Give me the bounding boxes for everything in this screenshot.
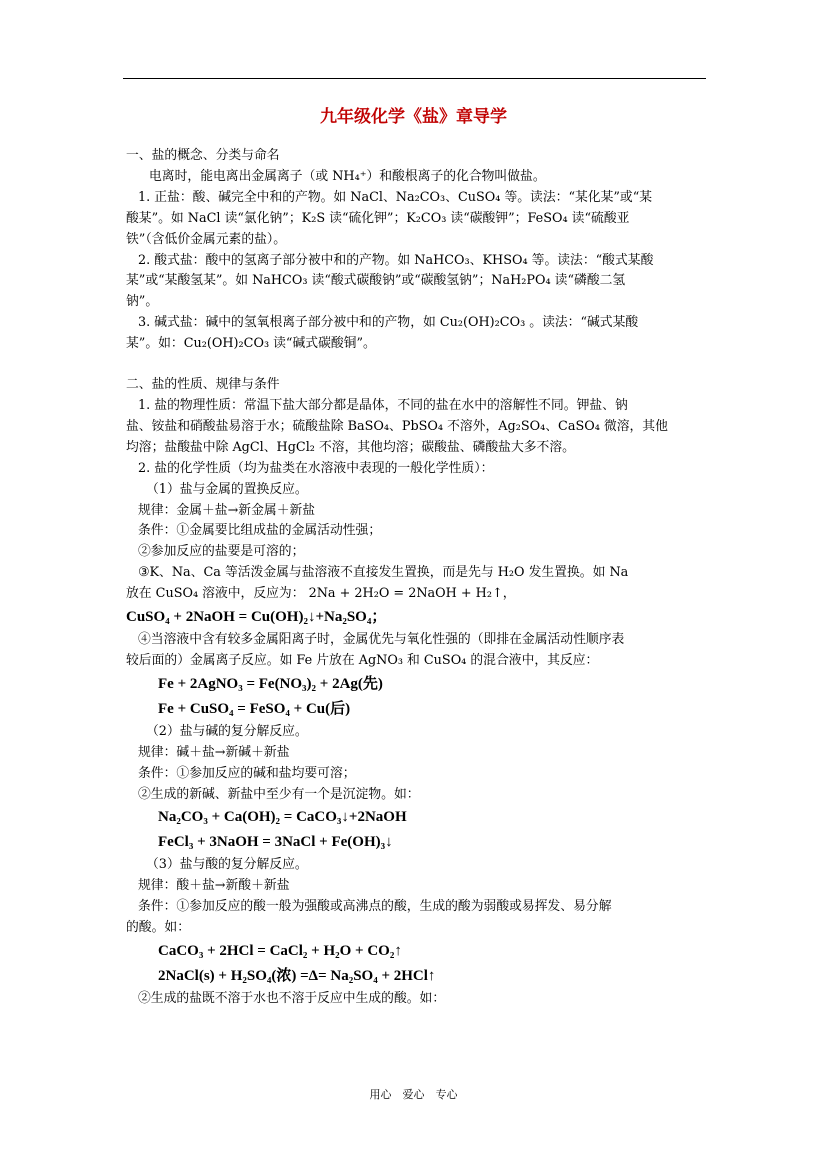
equation-line: Fe + CuSO₄ = FeSO₄ + Cu(后)	[158, 700, 351, 717]
text-line: 铁”（含低价金属元素的盐）。	[126, 231, 287, 247]
text-line: 电离时，能电离出金属离子（或 NH₄⁺）和酸根离子的化合物叫做盐。	[149, 168, 546, 184]
text-line: 规律：金属＋盐→新金属＋新盐	[138, 502, 316, 518]
equation-line: 2NaCl(s) + H₂SO₄(浓) =Δ= Na₂SO₄ + 2HCl↑	[158, 968, 436, 985]
equation-line: FeCl₃ + 3NaOH = 3NaCl + Fe(OH)₃↓	[158, 834, 393, 851]
equation-line: CuSO₄ + 2NaOH = Cu(OH)₂↓+Na₂SO₄；	[126, 609, 387, 626]
text-line: 的酸。如：	[126, 920, 190, 936]
header-rule	[123, 78, 706, 79]
text-line: 放在 CuSO₄ 溶液中，反应为： 2Na + 2H₂O = 2NaOH + H₂↑，	[126, 586, 516, 602]
text-line: 条件：①参加反应的酸一般为强酸或高沸点的酸，生成的酸为弱酸或易挥发、易分解	[138, 899, 612, 915]
text-line: 一、盐的概念、分类与命名	[126, 148, 280, 163]
text-line: 均溶；盐酸盐中除 AgCl、HgCl₂ 不溶，其他均溶；碳酸盐、磷酸盐大多不溶。	[126, 439, 575, 455]
text-line: 某”或“某酸氢某”。如 NaHCO₃ 读“酸式碳酸钠”或“碳酸氢钠”；NaH₂PO₄ 读“磷酸二氢	[126, 273, 626, 289]
document-body	[126, 146, 716, 1010]
text-line: ③K、Na、Ca 等活泼金属与盐溶液不直接发生置换，而是先与 H₂O 发生置换。如 Na	[138, 565, 629, 581]
text-line: 条件：①参加反应的碱和盐均要可溶；	[138, 765, 356, 781]
text-line: ④当溶液中含有较多金属阳离子时，金属优先与氧化性强的（即排在金属活动性顺序表	[138, 632, 625, 648]
document-title: 九年级化学《盐》章导学	[320, 107, 507, 127]
text-line: 某”。如：Cu₂(OH)₂CO₃ 读“碱式碳酸铜”。	[126, 336, 376, 352]
text-line: ②生成的新碱、新盐中至少有一个是沉淀物。如：	[138, 786, 420, 802]
text-line: （3）盐与酸的复分解反应。	[146, 857, 308, 873]
equation-line: Na₂CO₃ + Ca(OH)₂ = CaCO₃↓+2NaOH	[158, 809, 407, 826]
text-line: 1. 盐的物理性质：常温下盐大部分都是晶体，不同的盐在水中的溶解性不同。钾盐、钠	[138, 397, 628, 413]
text-line: 规律：碱＋盐→新碱＋新盐	[138, 744, 290, 760]
page-footer: 用心 爱心 专心	[369, 1088, 458, 1101]
text-line: 2. 盐的化学性质（均为盐类在水溶液中表现的一般化学性质）：	[138, 460, 494, 476]
text-line: 钠”。	[126, 294, 159, 310]
text-line: 2. 酸式盐：酸中的氢离子部分被中和的产物。如 NaHCO₃、KHSO₄ 等。读法：“酸式某酸	[138, 252, 654, 268]
text-line: 二、盐的性质、规律与条件	[126, 377, 280, 393]
text-line: 3. 碱式盐：碱中的氢氧根离子部分被中和的产物，如 Cu₂(OH)₂CO₃ 。读法：“碱式某酸	[138, 315, 639, 331]
text-line: 规律：酸＋盐→新酸＋新盐	[138, 878, 290, 894]
text-line: （2）盐与碱的复分解反应。	[146, 723, 308, 739]
text-line: 1. 正盐：酸、碱完全中和的产物。如 NaCl、Na₂CO₃、CuSO₄ 等。读法：“某化某”或“某	[138, 189, 653, 205]
text-line: ②参加反应的盐要是可溶的；	[138, 544, 305, 560]
text-line: ②生成的盐既不溶于水也不溶于反应中生成的酸。如：	[138, 991, 446, 1007]
text-line: 较后面的）金属离子反应。如 Fe 片放在 AgNO₃ 和 CuSO₄ 的混合液中，其反应：	[126, 652, 599, 668]
blank-line	[126, 355, 716, 375]
equation-line: Fe + 2AgNO₃ = Fe(NO₃)₂ + 2Ag(先)	[158, 675, 383, 692]
text-line: 条件：①金属要比组成盐的金属活动性强；	[138, 523, 382, 539]
equation-line: CaCO₃ + 2HCl = CaCl₂ + H₂O + CO₂↑	[158, 943, 402, 960]
text-line: 酸某”。如 NaCl 读“氯化钠”；K₂S 读“硫化钾”；K₂CO₃ 读“碳酸钾”；FeSO₄ 读“硫酸亚	[126, 210, 630, 226]
text-line: （1）盐与金属的置换反应。	[146, 481, 308, 497]
text-line: 盐、铵盐和硝酸盐易溶于水；硫酸盐除 BaSO₄、PbSO₄ 不溶外，Ag₂SO₄、CaSO₄ 微溶，其他	[126, 418, 668, 434]
